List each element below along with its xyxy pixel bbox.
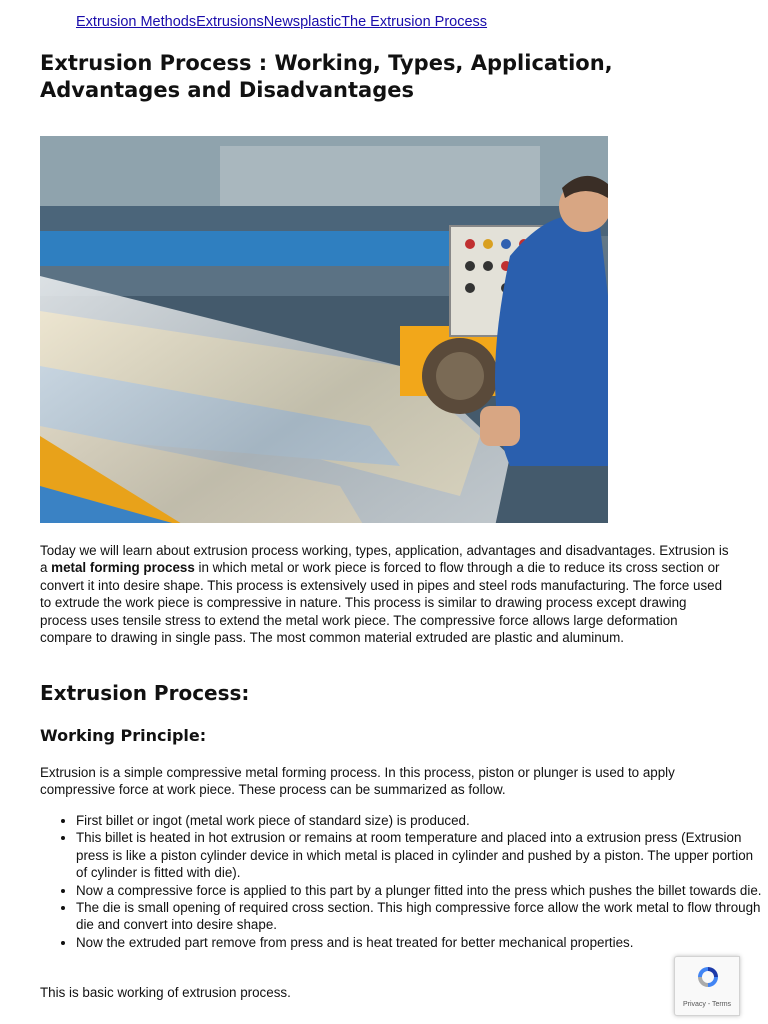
recaptcha-badge[interactable] xyxy=(674,956,740,1016)
recaptcha-privacy-terms[interactable]: Privacy - Terms xyxy=(682,1001,732,1008)
tag-link-the-extrusion-process[interactable]: The Extrusion Process xyxy=(341,14,488,30)
tag-link-extrusions[interactable]: Extrusions xyxy=(196,14,264,30)
tag-links xyxy=(76,14,487,30)
tag-link-extrusion-methods[interactable]: Extrusion Methods xyxy=(76,14,197,30)
list-item: • Now a compressive force is applied to this part by a plunger fitted into the press which pushes the billet towards die. xyxy=(76,882,766,899)
article-title: Extrusion Process : Working, Types, Application, Advantages and Disadvantages xyxy=(40,51,613,102)
list-item: • Now the extruded part remove from press and is heat treated for better mechanical properties. xyxy=(76,934,766,951)
subheading: Working Principle: xyxy=(40,726,207,745)
principle-paragraph: Extrusion is a simple compressive metal forming process. In this process, piston or plunger is used to apply compressive force at work piece. These process can be summarized as follow. xyxy=(40,765,675,798)
factory-illustration xyxy=(40,136,608,523)
tag-link-plastic[interactable]: plastic xyxy=(300,14,342,30)
intro-paragraph xyxy=(40,542,732,646)
list-item: • First billet or ingot (metal work piece of standard size) is produced. xyxy=(76,812,766,829)
intro-text-start: Today we will learn about extrusion process working, types, application, advantages and disadvantages. Extrusion is a xyxy=(40,543,729,576)
list-item: • This billet is heated in hot extrusion or remains at room temperature and placed into a extrusion press (Extrusion press is like a piston cylinder device in which metal is placed in cylinder and pushed by a piston. The upper portion of cylinder is fitted with die). xyxy=(76,829,766,881)
section-heading: Extrusion Process: xyxy=(40,681,250,705)
intro-text-end: in which metal or work piece is forced to flow through a die to reduce its cross section or convert it into desire shape. This process is extensively used in pipes and steel rods manufacturing. The force used to extrude the work piece is compressive in nature. This process is similar to drawing process except drawing process uses tensile stress to extend the metal work piece. The compressive force allows large deformation compare to drawing in single pass. The most common material extruded are plastic and aluminum. xyxy=(40,560,723,646)
tag-link-news[interactable]: News xyxy=(263,14,301,30)
hero-image xyxy=(40,136,608,523)
metal-forming-process-emphasis: metal forming process xyxy=(51,560,195,576)
list-item: • The die is small opening of required cross section. This high compressive force allow the work metal to flow through die and convert into desire shape. xyxy=(76,899,766,934)
recaptcha-icon xyxy=(696,965,720,989)
closing-sentence: This is basic working of extrusion process. xyxy=(40,985,291,1000)
process-steps-list xyxy=(40,812,766,951)
